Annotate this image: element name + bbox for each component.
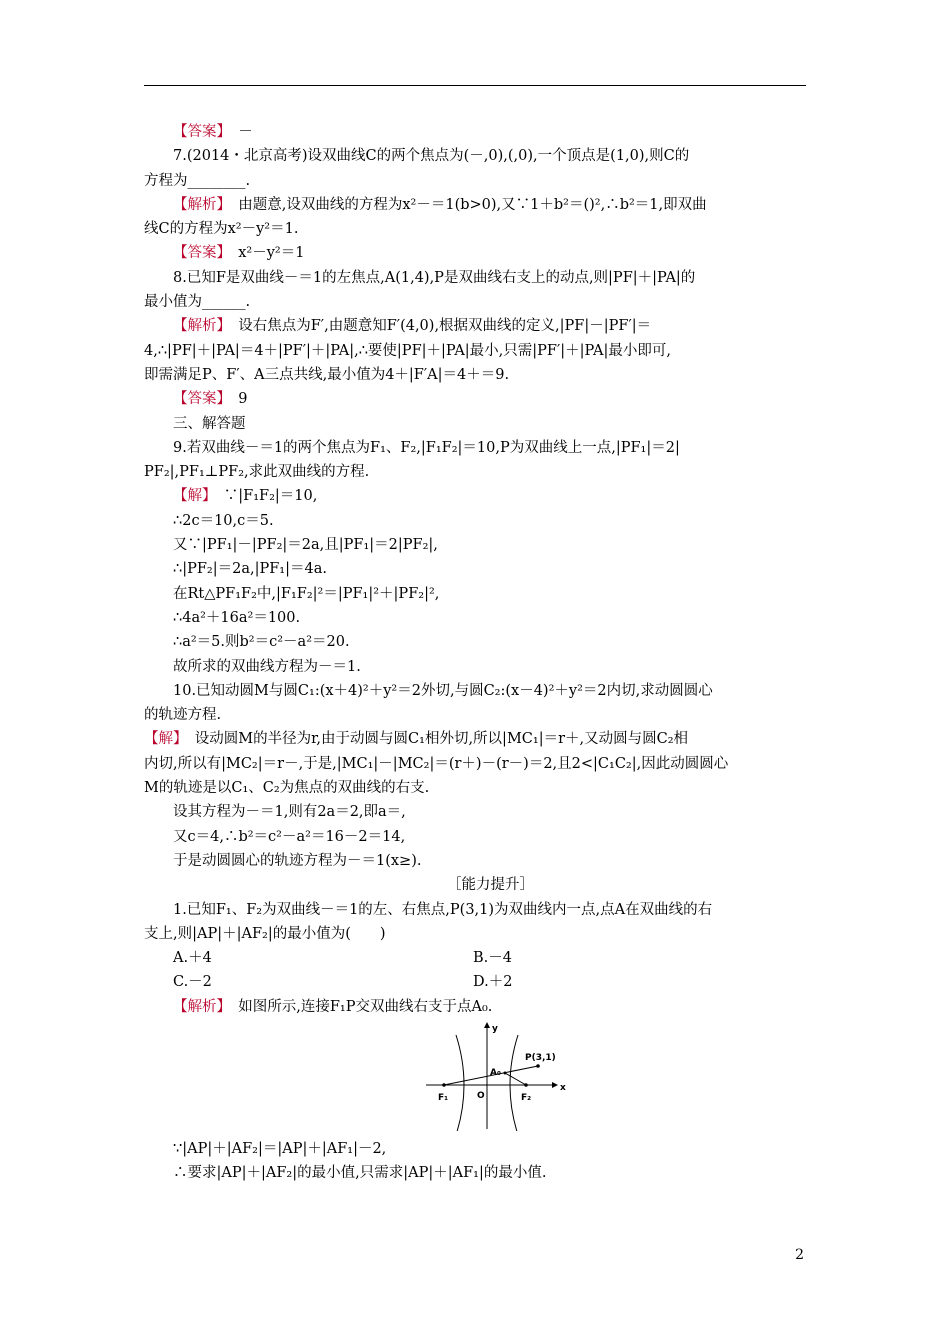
answer-tag: 【解】 — [173, 488, 210, 505]
text-block-main — [144, 120, 808, 946]
label-f1: F₁ — [438, 1092, 449, 1103]
hyperbola-diagram — [424, 1021, 574, 1131]
line-text: 又c＝4,∴b²＝c²－a²＝16－2＝14, — [173, 828, 406, 845]
line-text: 的轨迹方程. — [144, 707, 222, 724]
text-line — [144, 703, 808, 727]
text-line — [144, 922, 808, 946]
text-line — [144, 436, 808, 460]
line-text: ∴|PF₂|＝2a,|PF₁|＝4a. — [173, 561, 327, 578]
text-line — [144, 825, 808, 849]
text-line — [144, 193, 808, 217]
line-text: 1.已知F₁、F₂为双曲线－＝1的左、右焦点,P(3,1)为双曲线内一点,点A在双曲线的右 — [173, 901, 713, 918]
option-choice: B.－4 — [473, 950, 512, 967]
text-line — [144, 800, 808, 824]
text-line — [144, 484, 808, 508]
label-y: y — [492, 1023, 498, 1034]
text-line — [144, 849, 808, 873]
line-text: 又∵|PF₁|－|PF₂|＝2a,且|PF₁|＝2|PF₂|, — [173, 537, 438, 554]
line-text: 7.(2014・北京高考)设双曲线C的两个焦点为(－,0),(,0),一个顶点是(1,0),则C的 — [173, 148, 690, 165]
line-text: 10.已知动圆M与圆C₁:(x＋4)²＋y²＝2外切,与圆C₂:(x－4)²＋y²＝2内切,求动圆圆心 — [173, 682, 713, 699]
header-rule — [144, 85, 806, 86]
x-axis-arrow — [552, 1082, 558, 1088]
text-block-solution — [144, 995, 808, 1019]
option-row — [144, 946, 808, 970]
text-line — [144, 314, 808, 338]
text-line — [144, 679, 808, 703]
page-number: 2 — [795, 1247, 804, 1263]
answer-tag: 【解析】 — [173, 196, 224, 213]
text-line — [144, 363, 808, 387]
option-row — [144, 970, 808, 994]
text-line — [144, 630, 808, 654]
line-text: x²－y²＝1 — [223, 245, 305, 262]
document-body — [144, 120, 808, 1186]
line-text: ∵|AP|＋|AF₂|＝|AP|＋|AF₁|－2, — [173, 1140, 387, 1157]
line-text: ∴4a²＋16a²＝100. — [173, 609, 301, 626]
text-line — [144, 387, 808, 411]
text-line — [144, 290, 808, 314]
text-line — [144, 339, 808, 363]
line-text: 9 — [223, 391, 248, 408]
line-text: － — [223, 124, 253, 140]
answer-tag: 【答案】 — [173, 391, 224, 408]
line-text: ∴2c＝10,c＝5. — [173, 512, 274, 529]
line-text: 于是动圆圆心的轨迹方程为－＝1(x≥). — [173, 852, 422, 869]
text-line — [144, 727, 808, 751]
text-line — [144, 582, 808, 606]
line-text: 方程为________. — [144, 172, 251, 189]
line-text: 三、解答题 — [173, 415, 246, 432]
text-line — [144, 557, 808, 581]
line-text: 由题意,设双曲线的方程为x²－＝1(b>0),又∵1＋b²＝()²,∴b²＝1,即双曲 — [223, 196, 707, 213]
option-choice: A.＋4 — [173, 950, 212, 967]
line-text: 在Rt△PF₁F₂中,|F₁F₂|²＝|PF₁|²＋|PF₂|², — [173, 585, 440, 602]
line-text: 内切,所以有|MC₂|＝r－,于是,|MC₁|－|MC₂|＝(r＋)－(r－)＝2,且2<|C₁C₂|,因此动圆圆心 — [144, 755, 729, 772]
line-text: 支上,则|AP|＋|AF₂|的最小值为( ) — [144, 925, 386, 942]
text-line — [144, 655, 808, 679]
hyperbola-figure — [144, 1019, 808, 1137]
text-line — [144, 752, 808, 776]
line-text: PF₂|,PF₁⊥PF₂,求此双曲线的方程. — [144, 464, 370, 481]
line-text: 4,∴|PF|＋|PA|＝4＋|PF′|＋|PA|,∴要使|PF|＋|PA|最小,只需|PF′|＋|PA|最小即可, — [144, 342, 671, 359]
text-line — [144, 776, 808, 800]
label-p: P(3,1) — [525, 1052, 556, 1063]
line-text: ∴要求|AP|＋|AF₂|的最小值,只需求|AP|＋|AF₁|的最小值. — [173, 1165, 547, 1182]
answer-tag: 【答案】 — [173, 124, 224, 140]
text-line — [144, 266, 808, 290]
text-line — [144, 1137, 808, 1161]
line-text: 设其方程为－＝1,则有2a＝2,即a＝, — [173, 804, 406, 821]
y-axis-arrow — [484, 1022, 490, 1028]
label-a0: A₀ — [490, 1067, 501, 1078]
text-line — [144, 169, 808, 193]
line-text: 线C的方程为x²－y²＝1. — [144, 221, 299, 238]
answer-tag: 【解析】 — [173, 998, 224, 1015]
answer-options — [144, 946, 808, 995]
text-line — [144, 533, 808, 557]
label-f2: F₂ — [521, 1092, 532, 1103]
text-line — [144, 898, 808, 922]
text-line — [144, 144, 808, 168]
text-line — [144, 606, 808, 630]
line-text: 最小值为______. — [144, 294, 251, 311]
answer-tag: 【解】 — [144, 731, 181, 748]
answer-tag: 【解析】 — [173, 318, 224, 335]
point-a0 — [504, 1071, 507, 1074]
text-line — [144, 120, 808, 144]
point-f2 — [524, 1083, 528, 1087]
text-line — [144, 995, 808, 1019]
option-choice: C.－2 — [173, 974, 212, 991]
line-text: 故所求的双曲线方程为－＝1. — [173, 658, 361, 675]
line-text: ∵|F₁F₂|＝10, — [209, 488, 318, 505]
text-line — [144, 412, 808, 436]
text-line — [144, 873, 808, 897]
segment-a0-f2 — [505, 1073, 526, 1085]
text-block-conclusion — [144, 1137, 808, 1186]
text-line — [144, 217, 808, 241]
line-text: ∴a²＝5.则b²＝c²－a²＝20. — [173, 634, 350, 651]
hyperbola-right-branch — [510, 1035, 518, 1131]
line-text: 即需满足P、F′、A三点共线,最小值为4＋|F′A|＝4＋＝9. — [144, 366, 510, 383]
hyperbola-left-branch — [456, 1035, 464, 1131]
line-text: 如图所示,连接F₁P交双曲线右支于点A₀. — [223, 998, 493, 1015]
answer-tag: 【答案】 — [173, 245, 224, 262]
text-line — [144, 241, 808, 265]
label-origin: O — [477, 1090, 485, 1101]
text-line — [144, 460, 808, 484]
point-f1 — [442, 1083, 446, 1087]
text-line — [144, 1161, 808, 1185]
point-p — [536, 1064, 540, 1068]
line-text: 9.若双曲线－＝1的两个焦点为F₁、F₂,|F₁F₂|＝10,P为双曲线上一点,|PF₁|＝2| — [173, 439, 680, 456]
text-line — [144, 509, 808, 533]
line-text: 设右焦点为F′,由题意知F′(4,0),根据双曲线的定义,|PF|－|PF′|＝ — [223, 318, 652, 335]
line-text: 8.已知F是双曲线－＝1的左焦点,A(1,4),P是双曲线右支上的动点,则|PF|＋|PA|的 — [173, 269, 696, 286]
line-text: ［能力提升］ — [447, 877, 534, 894]
line-text: 设动圆M的半径为r,由于动圆与圆C₁相外切,所以|MC₁|＝r＋,又动圆与圆C₂相 — [180, 731, 689, 748]
label-x: x — [560, 1082, 566, 1093]
option-choice: D.＋2 — [473, 974, 513, 991]
line-text: M的轨迹是以C₁、C₂为焦点的双曲线的右支. — [144, 780, 430, 797]
